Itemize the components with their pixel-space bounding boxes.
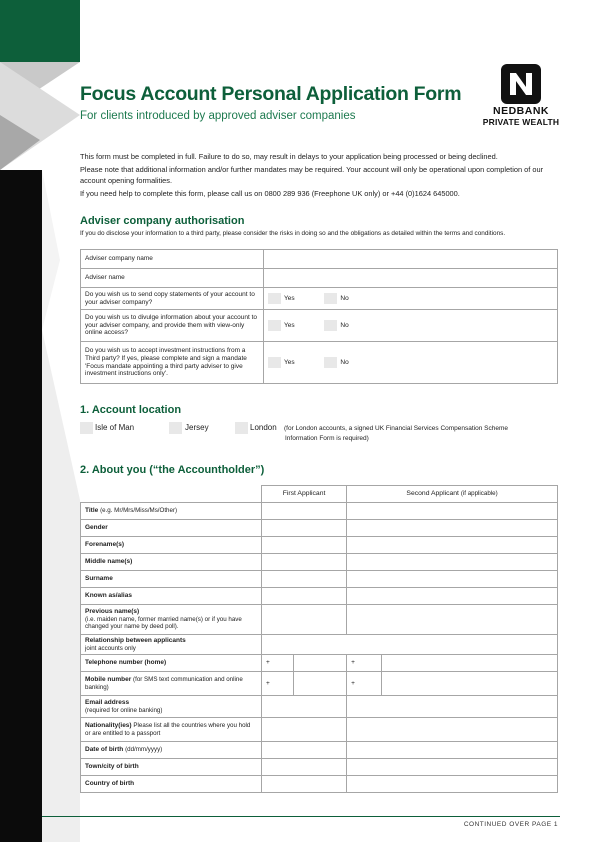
previous-name-field-second[interactable]	[347, 605, 558, 635]
previous-name-text: Previous name(s)	[85, 608, 140, 616]
dob-text: Date of birth	[85, 746, 124, 754]
title-field-first[interactable]	[262, 503, 347, 520]
nationality-hint: Please list all the countries where you hold or are entitled to a passport	[85, 721, 251, 737]
previous-name-field-first[interactable]	[262, 605, 347, 635]
surname-field-first[interactable]	[262, 571, 347, 588]
mobile-text: Mobile number	[85, 675, 132, 683]
dob-label	[81, 742, 262, 759]
middle-name-label: Middle name(s)	[81, 554, 262, 571]
third-party-options	[264, 342, 558, 384]
email-field-first[interactable]	[262, 696, 347, 718]
title-hint: (e.g. Mr/Mrs/Miss/Ms/Other)	[100, 507, 178, 515]
statements-yes-checkbox[interactable]	[268, 293, 281, 304]
email-field-second[interactable]	[347, 696, 558, 718]
divulge-options	[264, 310, 558, 342]
email-label	[81, 696, 262, 718]
second-applicant-note: (if applicable)	[460, 490, 498, 498]
nationality-field-second[interactable]	[347, 718, 558, 742]
about-you-heading: 2. About you (“the Accountholder”)	[80, 464, 265, 476]
title-field-second[interactable]	[347, 503, 558, 520]
country-of-birth-field-second[interactable]	[347, 776, 558, 793]
yes-label: Yes	[284, 294, 295, 302]
dob-field-second[interactable]	[347, 742, 558, 759]
title-text: Title	[85, 507, 99, 515]
mobile-code-first[interactable]	[262, 672, 294, 696]
previous-name-label	[81, 605, 262, 635]
mobile-hint: (for SMS text communication and online banking)	[85, 675, 243, 691]
divulge-no-checkbox[interactable]	[324, 320, 337, 331]
adviser-name-label: Adviser name	[81, 269, 264, 288]
form-subtitle: For clients introduced by approved adviser companies	[80, 110, 356, 122]
known-as-field-second[interactable]	[347, 588, 558, 605]
town-of-birth-field-first[interactable]	[262, 759, 347, 776]
nedbank-logo	[480, 62, 562, 127]
page-footer: CONTINUED OVER PAGE 1	[463, 821, 558, 828]
email-hint: (required for online banking)	[85, 706, 163, 714]
title-label	[81, 503, 262, 520]
third-party-no-checkbox[interactable]	[324, 357, 337, 368]
relationship-hint: joint accounts only	[85, 644, 136, 652]
surname-label: Surname	[81, 571, 262, 588]
statements-options	[264, 288, 558, 310]
forename-label: Forename(s)	[81, 537, 262, 554]
jersey-checkbox[interactable]	[169, 422, 182, 434]
dob-field-first[interactable]	[262, 742, 347, 759]
mobile-field-first[interactable]	[294, 672, 347, 696]
surname-field-second[interactable]	[347, 571, 558, 588]
plus-sign: +	[351, 679, 355, 687]
mobile-field-second[interactable]	[382, 672, 558, 696]
isle-of-man-label: Isle of Man	[95, 423, 135, 432]
jersey-label: Jersey	[185, 423, 209, 432]
country-of-birth-label: Country of birth	[81, 776, 262, 793]
nationality-text: Nationality(ies)	[85, 721, 132, 729]
intro-paragraph: If you need help to complete this form, please call us on 0800 289 936 (Freephone UK only) or +44 (0)1624 645000.	[80, 188, 460, 198]
third-party-yes-checkbox[interactable]	[268, 357, 281, 368]
known-as-field-first[interactable]	[262, 588, 347, 605]
telephone-code-second[interactable]	[347, 655, 382, 672]
relationship-label	[81, 635, 262, 655]
forename-field-second[interactable]	[347, 537, 558, 554]
about-you-table	[80, 485, 558, 793]
telephone-field-first[interactable]	[294, 655, 347, 672]
statements-no-checkbox[interactable]	[324, 293, 337, 304]
london-note-line-2: Information Form is required)	[285, 435, 369, 442]
no-label: No	[340, 294, 349, 302]
known-as-label: Known as/alias	[81, 588, 262, 605]
adviser-company-name-label: Adviser company name	[81, 250, 264, 269]
gender-label: Gender	[81, 520, 262, 537]
forename-field-first[interactable]	[262, 537, 347, 554]
adviser-table	[80, 249, 558, 384]
dob-hint: (dd/mm/yyyy)	[125, 746, 163, 754]
town-of-birth-label: Town/city of birth	[81, 759, 262, 776]
country-of-birth-field-first[interactable]	[262, 776, 347, 793]
yes-label: Yes	[284, 321, 295, 329]
decorative-side-strip	[0, 0, 80, 842]
nationality-field-first[interactable]	[262, 718, 347, 742]
adviser-heading: Adviser company authorisation	[80, 215, 245, 227]
footer-divider	[42, 816, 560, 817]
gender-field-first[interactable]	[262, 520, 347, 537]
third-party-question: Do you wish us to accept investment instructions from a Third party? If yes, please complete and sign a mandate 'Focus mandate appointing a third party adviser to give investment instructions only'.	[81, 342, 264, 384]
no-label: No	[340, 321, 349, 329]
telephone-code-first[interactable]	[262, 655, 294, 672]
second-applicant-header	[347, 486, 558, 503]
mobile-code-second[interactable]	[347, 672, 382, 696]
adviser-note: If you do disclose your information to a third party, please consider the risks in doing so and the obligations as detailed within the terms and conditions.	[80, 230, 506, 237]
relationship-text: Relationship between applicants	[85, 636, 186, 644]
mobile-label	[81, 672, 262, 696]
plus-sign: +	[351, 659, 355, 667]
gender-field-second[interactable]	[347, 520, 558, 537]
divulge-question: Do you wish us to divulge information about your account to your adviser company, and provide them with view-only online access?	[81, 310, 264, 342]
form-title: Focus Account Personal Application Form	[80, 83, 462, 105]
nationality-label	[81, 718, 262, 742]
account-location-heading: 1. Account location	[80, 404, 182, 416]
first-applicant-header: First Applicant	[262, 486, 347, 503]
email-text: Email address	[85, 698, 130, 706]
statements-question: Do you wish us to send copy statements of your account to your adviser company?	[81, 288, 264, 310]
london-label: London	[250, 423, 277, 432]
second-applicant-label: Second Applicant	[406, 490, 459, 498]
telephone-field-second[interactable]	[382, 655, 558, 672]
middle-name-field-second[interactable]	[347, 554, 558, 571]
middle-name-field-first[interactable]	[262, 554, 347, 571]
no-label: No	[340, 358, 349, 366]
header-blank-cell	[81, 486, 262, 503]
nedbank-mark-icon	[499, 62, 543, 106]
telephone-label: Telephone number (home)	[81, 655, 262, 672]
logo-subtitle: PRIVATE WEALTH	[482, 117, 560, 127]
relationship-field[interactable]	[262, 635, 558, 655]
intro-paragraph: Please note that additional information and/or further mandates may be required. Your account will only be operational upon completion of our account opening formalities.	[80, 165, 544, 185]
isle-of-man-checkbox[interactable]	[80, 422, 93, 434]
yes-label: Yes	[284, 358, 295, 366]
divulge-yes-checkbox[interactable]	[268, 320, 281, 331]
plus-sign: +	[266, 679, 270, 687]
intro-paragraph: This form must be completed in full. Failure to do so, may result in delays to your application being processed or being declined.	[80, 152, 498, 161]
london-note-line-1: (for London accounts, a signed UK Financial Services Compensation Scheme	[284, 425, 509, 432]
london-checkbox[interactable]	[235, 422, 248, 434]
town-of-birth-field-second[interactable]	[347, 759, 558, 776]
previous-name-hint: (i.e. maiden name, former married name(s) or if you have changed your name by deed poll).	[85, 615, 242, 631]
logo-wordmark: NEDBANK	[493, 105, 549, 117]
intro-text	[80, 152, 558, 202]
adviser-name-field[interactable]	[264, 269, 558, 288]
plus-sign: +	[266, 659, 270, 667]
adviser-company-name-field[interactable]	[264, 250, 558, 269]
